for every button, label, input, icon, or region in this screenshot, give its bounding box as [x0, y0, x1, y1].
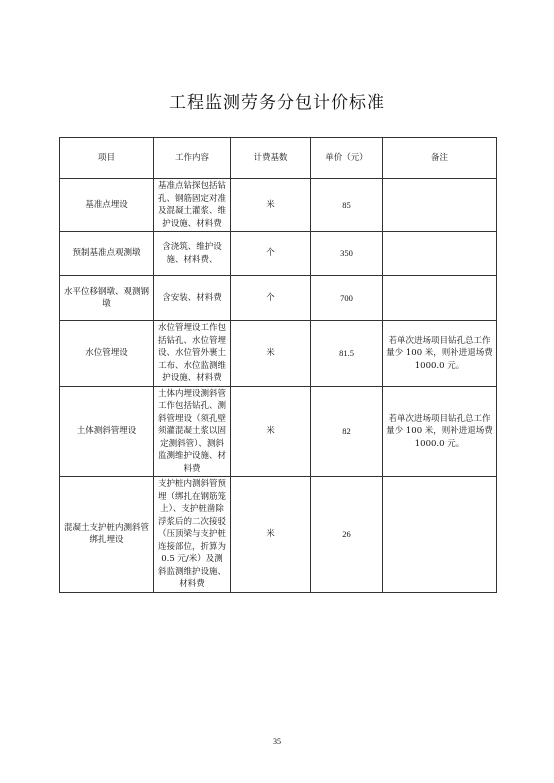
row-price: 350: [311, 232, 383, 276]
header-content: 工作内容: [154, 138, 231, 179]
header-unit: 计费基数: [231, 138, 311, 179]
document-title: 工程监测劳务分包计价标准: [169, 93, 385, 113]
table-row: [60, 276, 497, 321]
row-item: 混凝土支护桩内测斜管绑扎埋设: [60, 477, 154, 593]
row-note: [383, 179, 497, 232]
row-note: [383, 477, 497, 593]
row-note: [383, 232, 497, 276]
row-note: 若单次进场项目钻孔总工作量少 100 米，则补进退场费 1000.0 元。: [383, 386, 497, 477]
row-unit: 米: [231, 321, 311, 387]
page-number: 35: [273, 737, 281, 746]
row-content: 含浇筑、维护设施、材料费、: [154, 232, 231, 276]
row-unit: 米: [231, 386, 311, 477]
row-item: 水平位移钢墩、观测钢墩: [60, 276, 154, 321]
row-price: 81.5: [311, 321, 383, 387]
row-item: 水位管埋设: [60, 321, 154, 387]
row-item: 基准点埋设: [60, 179, 154, 232]
row-content: 水位管埋设工作包括钻孔、水位管埋设、水位管外裹土工布、水位监测维护设施、材料费: [154, 321, 231, 387]
row-content: 支护桩内测斜管预埋（绑扎在钢筋笼上）、支护桩凿除浮浆后的二次接驳（压顶梁与支护桩连接部位，折算为 0.5 元/米）及测斜监测维护设施、材料费: [154, 477, 231, 593]
row-unit: 米: [231, 477, 311, 593]
table-row: [60, 386, 497, 477]
row-unit: 米: [231, 179, 311, 232]
row-note: [383, 276, 497, 321]
table-header-row: [60, 138, 497, 179]
table-row: [60, 232, 497, 276]
row-content: 土体内埋设测斜管工作包括钻孔、测斜管埋设（须孔壁须灌混凝土浆以固定测斜管）、测斜监测维护设施、材料费: [154, 386, 231, 477]
header-item: 项目: [60, 138, 154, 179]
row-price: 700: [311, 276, 383, 321]
row-item: 预制基准点观测墩: [60, 232, 154, 276]
header-price: 单价（元）: [311, 138, 383, 179]
row-price: 26: [311, 477, 383, 593]
row-unit: 个: [231, 232, 311, 276]
pricing-table: [59, 137, 497, 593]
table-row: [60, 179, 497, 232]
row-content: 基准点钻探包括钻孔、钢筋固定对准及混凝土灌浆、维护设施、材料费: [154, 179, 231, 232]
table-row: [60, 477, 497, 593]
table-row: [60, 321, 497, 387]
row-content: 含安装、材料费: [154, 276, 231, 321]
row-note: 若单次进场项目钻孔总工作量少 100 米，则补进退场费 1000.0 元。: [383, 321, 497, 387]
row-item: 土体测斜管埋设: [60, 386, 154, 477]
row-unit: 个: [231, 276, 311, 321]
header-note: 备注: [383, 138, 497, 179]
row-price: 82: [311, 386, 383, 477]
row-price: 85: [311, 179, 383, 232]
